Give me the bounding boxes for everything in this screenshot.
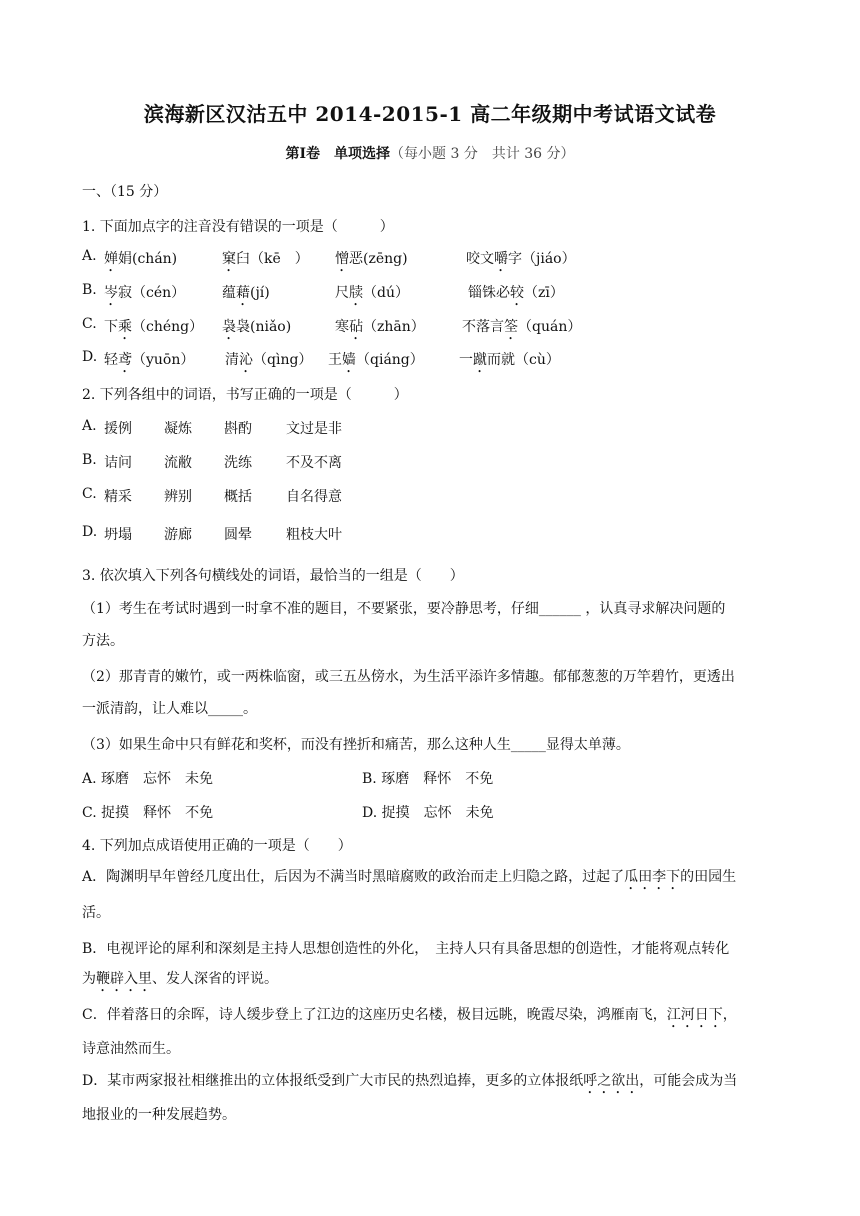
q2-word: 诘问	[104, 455, 132, 471]
q1-option-b: 岑寂（cén）	[104, 285, 186, 301]
q2-word: 圆晕	[224, 527, 252, 543]
q1-option-d: 寒砧（zhān）	[335, 319, 425, 335]
q3-option-b: B. 琢磨 释怀 不免	[362, 771, 494, 787]
q2-word: 粗枝大叶	[286, 527, 342, 543]
q4-option-c-line-2: 诗意油然而生。	[82, 1041, 180, 1057]
q4-stem: 4. 下列加点成语使用正确的一项是（ ）	[82, 838, 352, 854]
q2-stem: 2. 下列各组中的词语，书写正确的一项是（ ）	[82, 387, 408, 403]
q4-idiom-c: 江河日下	[666, 1007, 723, 1023]
q4-option-a-line-2: 活。	[82, 905, 110, 921]
q1-option-e: 不落言筌（quán）	[462, 319, 582, 335]
q3-option-c: C. 捉摸 释怀 不免	[82, 805, 214, 821]
q2-word: 文过是非	[286, 421, 342, 437]
q2-word: 游廊	[164, 527, 192, 543]
q1-option-c: 窠臼（kē ）	[222, 251, 309, 267]
q1-option-label: B.	[82, 282, 97, 298]
q2-word: 坍塌	[104, 527, 132, 543]
q2-word: 精采	[104, 489, 132, 505]
q4-option-d-line-1: D．某市两家报社相继推出的立体报纸受到广大市民的热烈追捧，更多的立体报纸呼之欲出，可能会成为当	[82, 1073, 738, 1089]
q1-option-e: 锱铢必较（zī）	[468, 285, 564, 301]
exam-title: 滨海新区汉沽五中 2014-2015-1 高二年级期中考试语文试卷	[143, 102, 717, 126]
q2-option-label: C.	[82, 486, 97, 502]
q2-word: 凝炼	[164, 421, 192, 437]
q4-option-a-line-1: A．陶渊明早年曾经几度出仕，后因为不满当时黑暗腐败的政治而走上归隐之路，过起了瓜田李下的田园生	[82, 869, 737, 885]
q4-option-b-line-1: B．电视评论的犀利和深刻是主持人思想创造性的外化， 主持人只有具备思想的创造性，才能将观点转化	[82, 941, 730, 957]
q1-option-c: 袅袅(niǎo)	[222, 319, 292, 335]
q3-stem: 3. 依次填入下列各句横线处的词语，最恰当的一组是（ ）	[82, 568, 464, 584]
q1-option-label: A.	[82, 248, 97, 264]
section-heading	[0, 143, 860, 163]
q2-word: 援例	[104, 421, 132, 437]
q2-option-label: A.	[82, 418, 97, 434]
q3-sentence-1-line-2: 方法。	[82, 633, 124, 649]
q2-word: 概括	[224, 489, 252, 505]
q2-word: 斟酌	[224, 421, 252, 437]
q2-word: 辨别	[164, 489, 192, 505]
q2-word: 自名得意	[286, 489, 342, 505]
q3-option-d: D. 捉摸 忘怀 未免	[362, 805, 494, 821]
q2-option-label: B.	[82, 452, 97, 468]
section-heading-note: （每小题 3 分 共计 36 分）	[390, 146, 575, 162]
q1-option-c: 清沁（qìng）	[225, 352, 313, 368]
q4-option-b-line-2: 为鞭辟入里、发人深省的评说。	[82, 971, 278, 987]
q1-option-d: 尺牍（dú）	[335, 285, 409, 301]
q1-option-e: 咬文嚼字（jiáo）	[466, 251, 576, 267]
q2-option-label: D.	[82, 524, 98, 540]
section-heading-label: 第Ⅰ卷 单项选择	[285, 146, 391, 162]
q1-option-label: D.	[82, 349, 98, 365]
q3-option-a: A. 琢磨 忘怀 未免	[82, 771, 214, 787]
q4-idiom-b: 鞭辟入里	[96, 971, 152, 987]
q4-option-d-line-2: 地报业的一种发展趋势。	[82, 1107, 236, 1123]
q3-sentence-1-line-1: （1）考生在考试时遇到一时拿不准的题目，不要紧张，要冷静思考，仔细______ ，认真寻求解决问题的	[82, 601, 726, 617]
part-one-heading: 一、（15 分）	[82, 184, 168, 200]
q1-option-d: 王嫱（qiáng）	[328, 352, 424, 368]
q3-sentence-2-line-2: 一派清韵，让人难以_____。	[82, 701, 257, 717]
q2-word: 流敝	[164, 455, 192, 471]
q2-word: 不及不离	[286, 455, 342, 471]
q4-idiom-d: 呼之欲出	[583, 1073, 640, 1089]
q4-option-c-line-1: C．伴着落日的余晖，诗人缓步登上了江边的这座历史名楼，极目远眺，晚霞尽染，鸿雁南飞，江河日下，	[82, 1007, 737, 1023]
q1-stem: 1. 下面加点字的注音没有错误的一项是（ ）	[82, 219, 394, 235]
q4-idiom-a: 瓜田李下	[624, 869, 681, 885]
q1-option-b: 轻鸢（yuōn）	[104, 352, 195, 368]
q3-sentence-2-line-1: （2）那青青的嫩竹，或一两株临窗，或三五丛傍水，为生活平添许多情趣。郁郁葱葱的万竿碧竹，更透出	[82, 669, 735, 685]
q3-sentence-3: （3）如果生命中只有鲜花和奖杯，而没有挫折和痛苦，那么这种人生_____显得太单薄。	[82, 737, 630, 753]
q2-word: 洗练	[224, 455, 252, 471]
q1-option-b: 婵娟(chán)	[104, 251, 178, 267]
q1-option-c: 蕴藉(jí)	[222, 285, 270, 301]
q1-option-b: 下乘（chéng）	[104, 319, 204, 335]
q1-option-e: 一蹴而就（cù）	[459, 352, 560, 368]
q1-option-d: 憎恶(zēng)	[335, 251, 408, 267]
q1-option-label: C.	[82, 316, 97, 332]
